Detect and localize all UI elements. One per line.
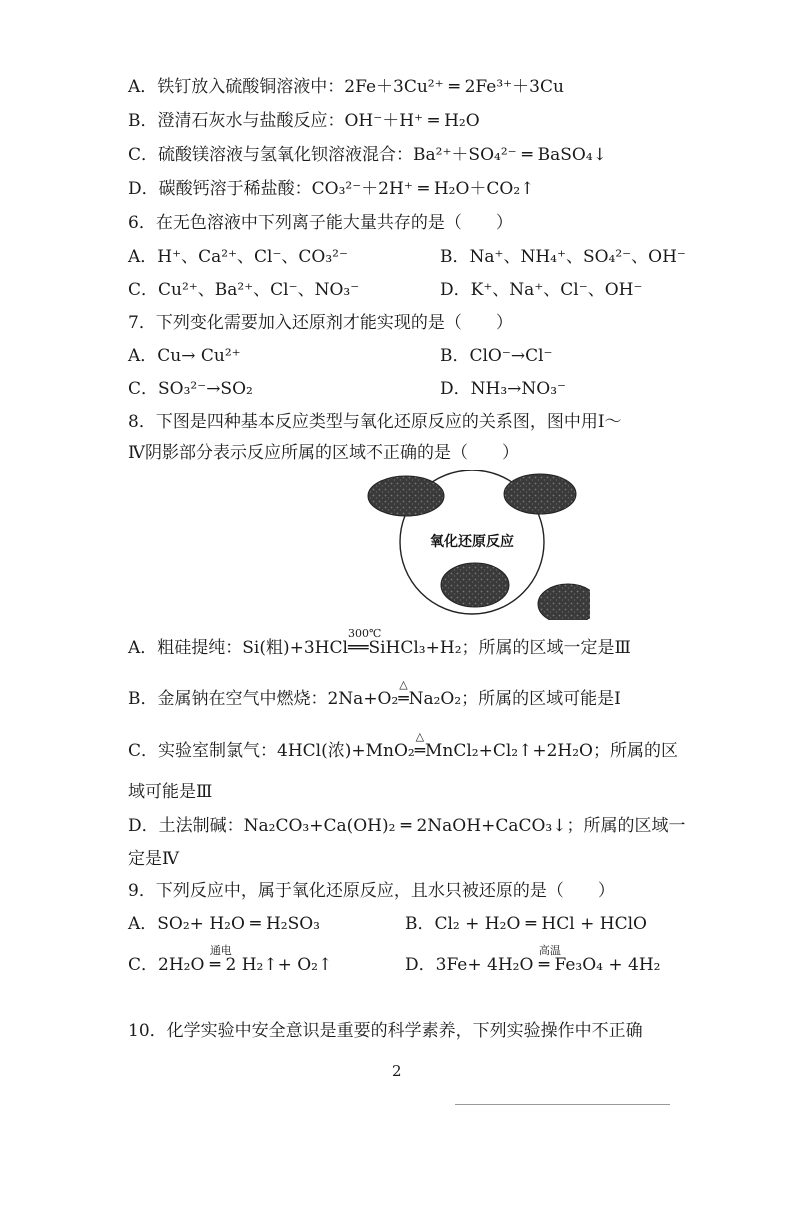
q5-option-c: C．硫酸镁溶液与氢氧化钡溶液混合：Ba²⁺＋SO₄²⁻ ═ BaSO₄↓ bbox=[128, 145, 607, 165]
q9-option-d bbox=[405, 944, 661, 976]
q9-d-condition: 高温 bbox=[538, 944, 561, 957]
q9-option-b: B．Cl₂ + H₂O ═ HCl + HClO bbox=[405, 914, 647, 934]
region-i-ellipse bbox=[368, 476, 444, 516]
q8-c-reactants: C．实验室制氯气：4HCl(浓)+MnO₂ bbox=[128, 741, 415, 761]
q9-c-equals: 通电 ═ bbox=[210, 954, 220, 976]
q5-option-b: B．澄清石灰水与盐酸反应：OH⁻＋H⁺ ═ H₂O bbox=[128, 111, 480, 131]
q9-d-equals: 高温 ═ bbox=[539, 954, 549, 976]
diagram-label: 氧化还原反应 bbox=[430, 534, 514, 550]
region-iii-ellipse bbox=[441, 563, 509, 607]
q9-stem: 9．下列反应中，属于氧化还原反应，且水只被还原的是（ ） bbox=[128, 881, 615, 901]
q6-stem: 6．在无色溶液中下列离子能大量共存的是（ ） bbox=[128, 213, 513, 233]
q7-option-d: D．NH₃→NO₃⁻ bbox=[440, 379, 566, 399]
q8-b-condition: △ bbox=[399, 678, 408, 691]
q8-c-products: MnCl₂+Cl₂↑+2H₂O；所属的区 bbox=[424, 741, 678, 761]
q8-c-equals: △ ═ bbox=[415, 740, 425, 762]
page-number: 2 bbox=[392, 1062, 402, 1080]
q6-option-a: A．H⁺、Ca²⁺、Cl⁻、CO₃²⁻ bbox=[128, 247, 348, 267]
q9-d-reactants: D．3Fe+ 4H₂O bbox=[405, 955, 534, 975]
reaction-types-diagram bbox=[360, 470, 590, 620]
q8-a-equals: 300℃ ══ bbox=[348, 637, 368, 659]
q5-option-d: D．碳酸钙溶于稀盐酸：CO₃²⁻＋2H⁺ ═ H₂O＋CO₂↑ bbox=[128, 179, 535, 199]
q8-a-reactants: A．粗硅提纯：Si(粗)+3HCl bbox=[128, 638, 348, 658]
footer-rule bbox=[455, 1104, 670, 1105]
q9-c-condition: 通电 bbox=[209, 944, 232, 957]
q8-b-equals: △ ═ bbox=[398, 688, 408, 710]
q8-option-c bbox=[128, 730, 678, 762]
q9-d-products: Fe₃O₄ + 4H₂ bbox=[554, 955, 661, 975]
q7-option-a: A．Cu→ Cu²⁺ bbox=[128, 346, 241, 366]
q8-a-products: SiHCl₃+H₂；所属的区域一定是Ⅲ bbox=[368, 638, 631, 658]
q6-option-d: D．K⁺、Na⁺、Cl⁻、OH⁻ bbox=[440, 280, 643, 300]
q7-option-b: B．ClO⁻→Cl⁻ bbox=[440, 346, 553, 366]
q5-option-a: A．铁钉放入硫酸铜溶液中：2Fe＋3Cu²⁺ ═ 2Fe³⁺＋3Cu bbox=[128, 77, 564, 97]
q8-a-condition: 300℃ bbox=[347, 627, 382, 640]
q8-option-b bbox=[128, 678, 621, 710]
q9-option-c bbox=[128, 944, 333, 976]
q8-b-reactants: B．金属钠在空气中燃烧：2Na+O₂ bbox=[128, 689, 399, 709]
q6-option-c: C．Cu²⁺、Ba²⁺、Cl⁻、NO₃⁻ bbox=[128, 280, 360, 300]
q9-c-products: 2 H₂↑+ O₂↑ bbox=[225, 955, 333, 975]
q10-stem: 10．化学实验中安全意识是重要的科学素养，下列实验操作中不正确 bbox=[128, 1021, 643, 1041]
q9-option-a: A．SO₂+ H₂O ═ H₂SO₃ bbox=[128, 914, 320, 934]
q6-option-b: B．Na⁺、NH₄⁺、SO₄²⁻、OH⁻ bbox=[440, 247, 686, 267]
region-ii-ellipse bbox=[504, 474, 576, 514]
q8-option-d-line2: 定是Ⅳ bbox=[128, 849, 179, 869]
q8-b-products: Na₂O₂；所属的区域可能是Ⅰ bbox=[408, 689, 621, 709]
q8-option-d-line1: D．土法制碱：Na₂CO₃+Ca(OH)₂ ═ 2NaOH+CaCO₃↓；所属的区域一 bbox=[128, 816, 686, 836]
q8-c-condition: △ bbox=[415, 730, 425, 743]
q7-option-c: C．SO₃²⁻→SO₂ bbox=[128, 379, 253, 399]
q8-stem-line1: 8．下图是四种基本反应类型与氧化还原反应的关系图，图中用Ⅰ～ bbox=[128, 412, 622, 432]
region-iv-ellipse bbox=[538, 584, 590, 620]
q9-c-reactants: C．2H₂O bbox=[128, 955, 205, 975]
q8-option-a bbox=[128, 627, 631, 659]
q7-stem: 7．下列变化需要加入还原剂才能实现的是（ ） bbox=[128, 313, 513, 333]
q8-option-c-line2: 域可能是Ⅲ bbox=[128, 782, 213, 802]
q8-stem-line2: Ⅳ阴影部分表示反应所属的区域不正确的是（ ） bbox=[128, 443, 519, 463]
